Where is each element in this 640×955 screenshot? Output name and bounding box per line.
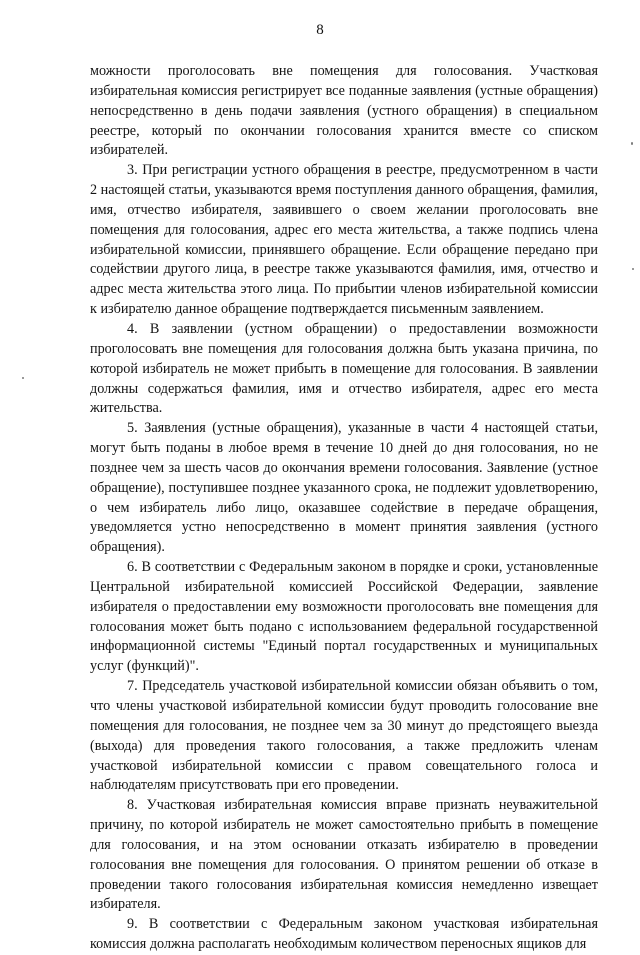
paragraph-7: 7. Председатель участковой избирательной комиссии обязан объявить о том, что члены участковой избирательной комиссии будут проводить голосование вне помещения для голосования, не позднее чем за 30 минут до предстоящего выезда (выхода) для проведения такого голосования, а также предложить членам участковой избирательной комиссии с правом совещательного голоса и наблюдателям присутствовать при его проведении. [90, 678, 598, 794]
paragraph-8: 8. Участковая избирательная комиссия вправе признать неуважительной причину, по которой избиратель не может самостоятельно прибыть в помещение для голосования, и на этом основании отказать избирателю в проведении голосования вне помещения для голосования. О принятом решении об отказе в проведении такого голосования избирательная комиссия немедленно извещает избирателя. [90, 797, 598, 913]
document-body [90, 62, 598, 955]
paragraph-5: 5. Заявления (устные обращения), указанные в части 4 настоящей статьи, могут быть поданы в любое время в течение 10 дней до дня голосования, но не позднее чем за шесть часов до окончания времени голосования. Заявление (устное обращение), поступившее позднее указанного срока, не подлежит удовлетворению, о чем избиратель либо лицо, оказавшее содействие в передаче обращения, уведомляется устно непосредственно в момент принятия заявления (устного обращения). [90, 420, 598, 556]
scan-speck [632, 268, 634, 270]
paragraph-6: 6. В соответствии с Федеральным законом в порядке и сроки, установленные Центральной избирательной комиссией Российской Федерации, заявление избирателя о предоставлении ему возможности проголосовать вне помещения для голосования может быть подано с использованием федеральной государственной информационной системы "Единый портал государственных и муниципальных услуг (функций)". [90, 559, 598, 675]
paragraph-4: 4. В заявлении (устном обращении) о предоставлении возможности проголосовать вне помещения для голосования должна быть указана причина, по которой избиратель не может прибыть в помещение для голосования. В заявлении должны содержаться фамилия, имя и отчество избирателя, адрес его места жительства. [90, 320, 598, 417]
scan-speck [22, 377, 24, 379]
paragraph-9: 9. В соответствии с Федеральным законом участковая избирательная комиссия должна располагать необходимым количеством переносных ящиков для [90, 916, 598, 953]
paragraph-3: 3. При регистрации устного обращения в реестре, предусмотренном в части 2 настоящей статьи, указываются время поступления данного обращения, фамилия, имя, отчество избирателя, заявившего о своем желании проголосовать вне помещения для голосования, адрес его места жительства, а также подпись члена избирательной комиссии, принявшего обращение. Если обращение передано при содействии другого лица, в реестре также указываются фамилия, имя, отчество и адрес места жительства этого лица. По прибытии членов избирательной комиссии к избирателю данное обращение подтверждается письменным заявлением. [90, 162, 598, 318]
scan-speck [631, 142, 633, 145]
page-number: 8 [316, 22, 324, 38]
paragraph-continuation: можности проголосовать вне помещения для голосования. Участковая избирательная комиссия регистрирует все поданные заявления (устные обращения) непосредственно в день подачи заявления (устного обращения) в специальном реестре, который по окончании голосования хранится вместе со списком избирателей. [90, 63, 598, 159]
